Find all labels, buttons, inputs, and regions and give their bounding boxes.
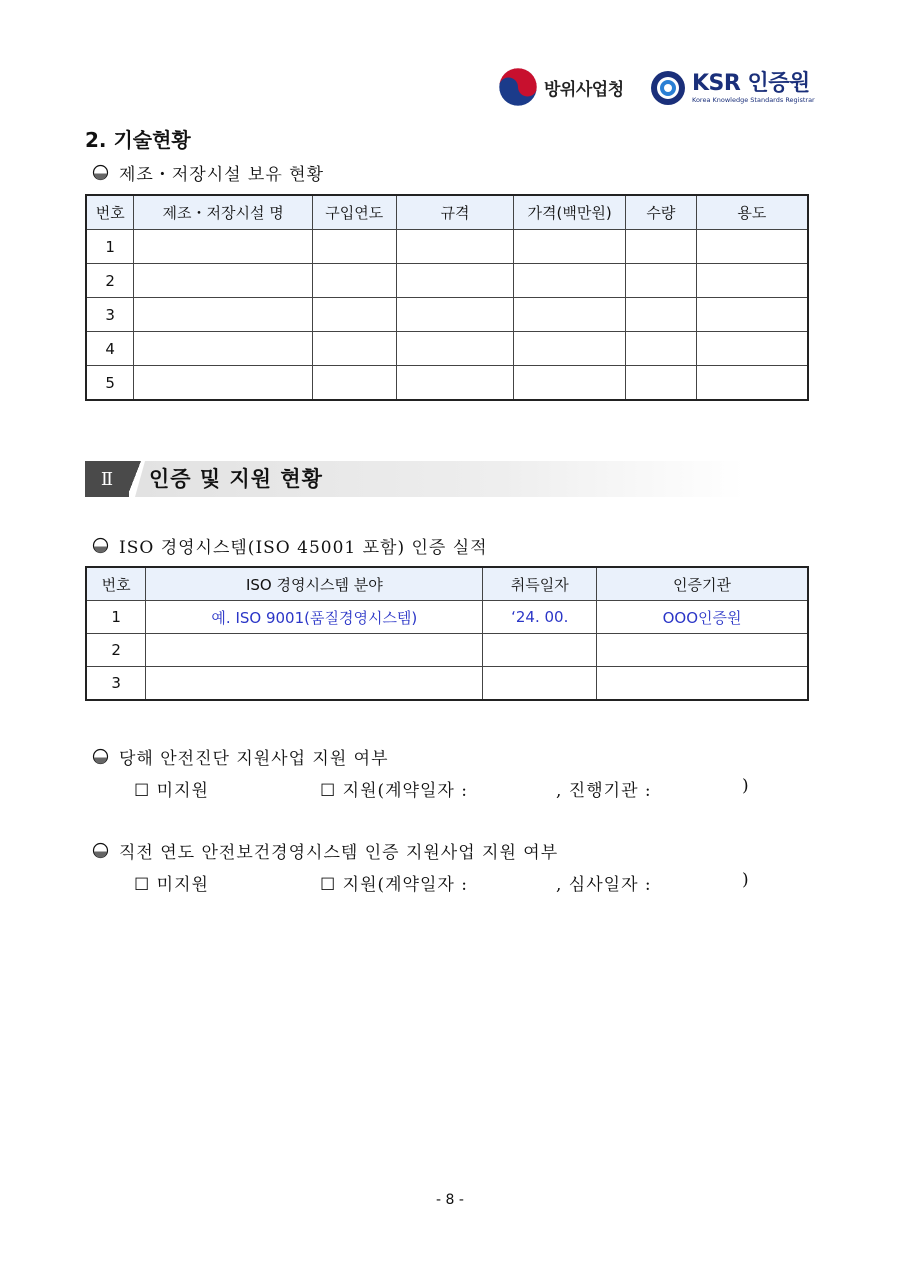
iso-date-cell[interactable]: ‘24. 00.	[483, 601, 597, 634]
table-cell[interactable]	[625, 366, 696, 401]
support-current-text: 당해 안전진단 지원사업 지원 여부	[119, 749, 389, 769]
table-cell[interactable]	[396, 264, 514, 298]
iso-org-cell[interactable]	[597, 634, 808, 667]
section2-heading: 2. 기술현황	[85, 128, 191, 152]
ksr-logo-subtitle: Korea Knowledge Standards Registrar	[692, 95, 815, 104]
section-number: Ⅱ	[85, 461, 129, 497]
table-cell[interactable]	[696, 332, 808, 366]
table-row	[86, 366, 808, 401]
row-number: 4	[86, 332, 134, 366]
row-number: 2	[86, 264, 134, 298]
bullet-circle-icon	[92, 164, 109, 181]
table-cell[interactable]	[514, 332, 626, 366]
table-cell[interactable]	[134, 264, 312, 298]
iso-header-row	[86, 567, 808, 601]
support-current-bullet	[92, 744, 389, 769]
row-number: 3	[86, 667, 146, 701]
table-row	[86, 634, 808, 667]
iso-field-cell[interactable]	[146, 667, 483, 701]
checkbox-supported[interactable]: ☐ 지원(계약일자 :	[320, 781, 468, 801]
dapa-logo-text: 방위사업청	[544, 79, 624, 100]
checkbox-not-supported[interactable]: ☐ 미지원	[134, 875, 209, 895]
col-header: 용도	[696, 195, 808, 230]
table-row	[86, 332, 808, 366]
dapa-emblem-icon	[498, 67, 538, 107]
table-cell[interactable]	[134, 298, 312, 332]
table-cell[interactable]	[396, 298, 514, 332]
col-header: 수량	[625, 195, 696, 230]
iso-org-cell[interactable]	[597, 667, 808, 701]
table-cell[interactable]	[625, 264, 696, 298]
bullet-circle-icon	[92, 842, 109, 859]
col-header: 구입연도	[312, 195, 396, 230]
table-cell[interactable]	[514, 366, 626, 401]
table-cell[interactable]	[696, 264, 808, 298]
table-cell[interactable]	[312, 332, 396, 366]
table-cell[interactable]	[514, 298, 626, 332]
iso-date-cell[interactable]	[483, 667, 597, 701]
table-cell[interactable]	[396, 366, 514, 401]
table-cell[interactable]	[312, 298, 396, 332]
table-cell[interactable]	[134, 230, 312, 264]
table-cell[interactable]	[134, 332, 312, 366]
checkbox-supported[interactable]: ☐ 지원(계약일자 :	[320, 875, 468, 895]
iso-bullet-text: ISO 경영시스템(ISO 45001 포함) 인증 실적	[119, 538, 488, 558]
dapa-logo	[498, 66, 624, 108]
table-row	[86, 230, 808, 264]
support-previous-text: 직전 연도 안전보건경영시스템 인증 지원사업 지원 여부	[119, 843, 559, 863]
close-paren: )	[742, 870, 750, 890]
col-header: 번호	[86, 567, 146, 601]
ksr-logo	[650, 70, 815, 106]
row-number: 2	[86, 634, 146, 667]
col-header: 취득일자	[483, 567, 597, 601]
audit-date-label: , 심사일자 :	[556, 875, 652, 895]
table-cell[interactable]	[312, 264, 396, 298]
col-header: 규격	[396, 195, 514, 230]
table-cell[interactable]	[312, 366, 396, 401]
section-header	[85, 461, 745, 497]
table-cell[interactable]	[396, 230, 514, 264]
table-cell[interactable]	[625, 230, 696, 264]
col-header: 번호	[86, 195, 134, 230]
section-title: 인증 및 지원 현황	[149, 467, 323, 491]
page-number: - 8 -	[436, 1192, 464, 1208]
iso-org-cell[interactable]: OOO인증원	[597, 601, 808, 634]
row-number: 5	[86, 366, 134, 401]
iso-field-cell[interactable]: 예. ISO 9001(품질경영시스템)	[146, 601, 483, 634]
table-cell[interactable]	[134, 366, 312, 401]
table-cell[interactable]	[625, 298, 696, 332]
iso-field-cell[interactable]	[146, 634, 483, 667]
table-row	[86, 298, 808, 332]
table-cell[interactable]	[696, 230, 808, 264]
row-number: 1	[86, 230, 134, 264]
col-header: ISO 경영시스템 분야	[146, 567, 483, 601]
row-number: 3	[86, 298, 134, 332]
table-cell[interactable]	[514, 230, 626, 264]
support-previous-bullet	[92, 838, 558, 863]
bullet-circle-icon	[92, 537, 109, 554]
table-row	[86, 264, 808, 298]
row-number: 1	[86, 601, 146, 634]
col-header: 인증기관	[597, 567, 808, 601]
iso-table	[85, 566, 809, 701]
ksr-logo-text: KSR 인증원	[692, 70, 810, 96]
checkbox-not-supported[interactable]: ☐ 미지원	[134, 781, 209, 801]
table-cell[interactable]	[696, 298, 808, 332]
facility-header-row	[86, 195, 808, 230]
progress-org-label: , 진행기관 :	[556, 781, 652, 801]
facility-table	[85, 194, 809, 401]
section-slant-divider	[127, 461, 141, 497]
col-header: 제조・저장시설 명	[134, 195, 312, 230]
iso-date-cell[interactable]	[483, 634, 597, 667]
col-header: 가격(백만원)	[514, 195, 626, 230]
table-cell[interactable]	[696, 366, 808, 401]
table-cell[interactable]	[625, 332, 696, 366]
ksr-emblem-icon	[650, 70, 686, 106]
facility-bullet-text: 제조・저장시설 보유 현황	[119, 165, 325, 185]
bullet-circle-icon	[92, 748, 109, 765]
table-row	[86, 601, 808, 634]
iso-bullet	[92, 533, 488, 558]
facility-bullet	[92, 160, 324, 185]
table-cell[interactable]	[312, 230, 396, 264]
table-row	[86, 667, 808, 701]
table-cell[interactable]	[396, 332, 514, 366]
table-cell[interactable]	[514, 264, 626, 298]
close-paren: )	[742, 776, 750, 796]
